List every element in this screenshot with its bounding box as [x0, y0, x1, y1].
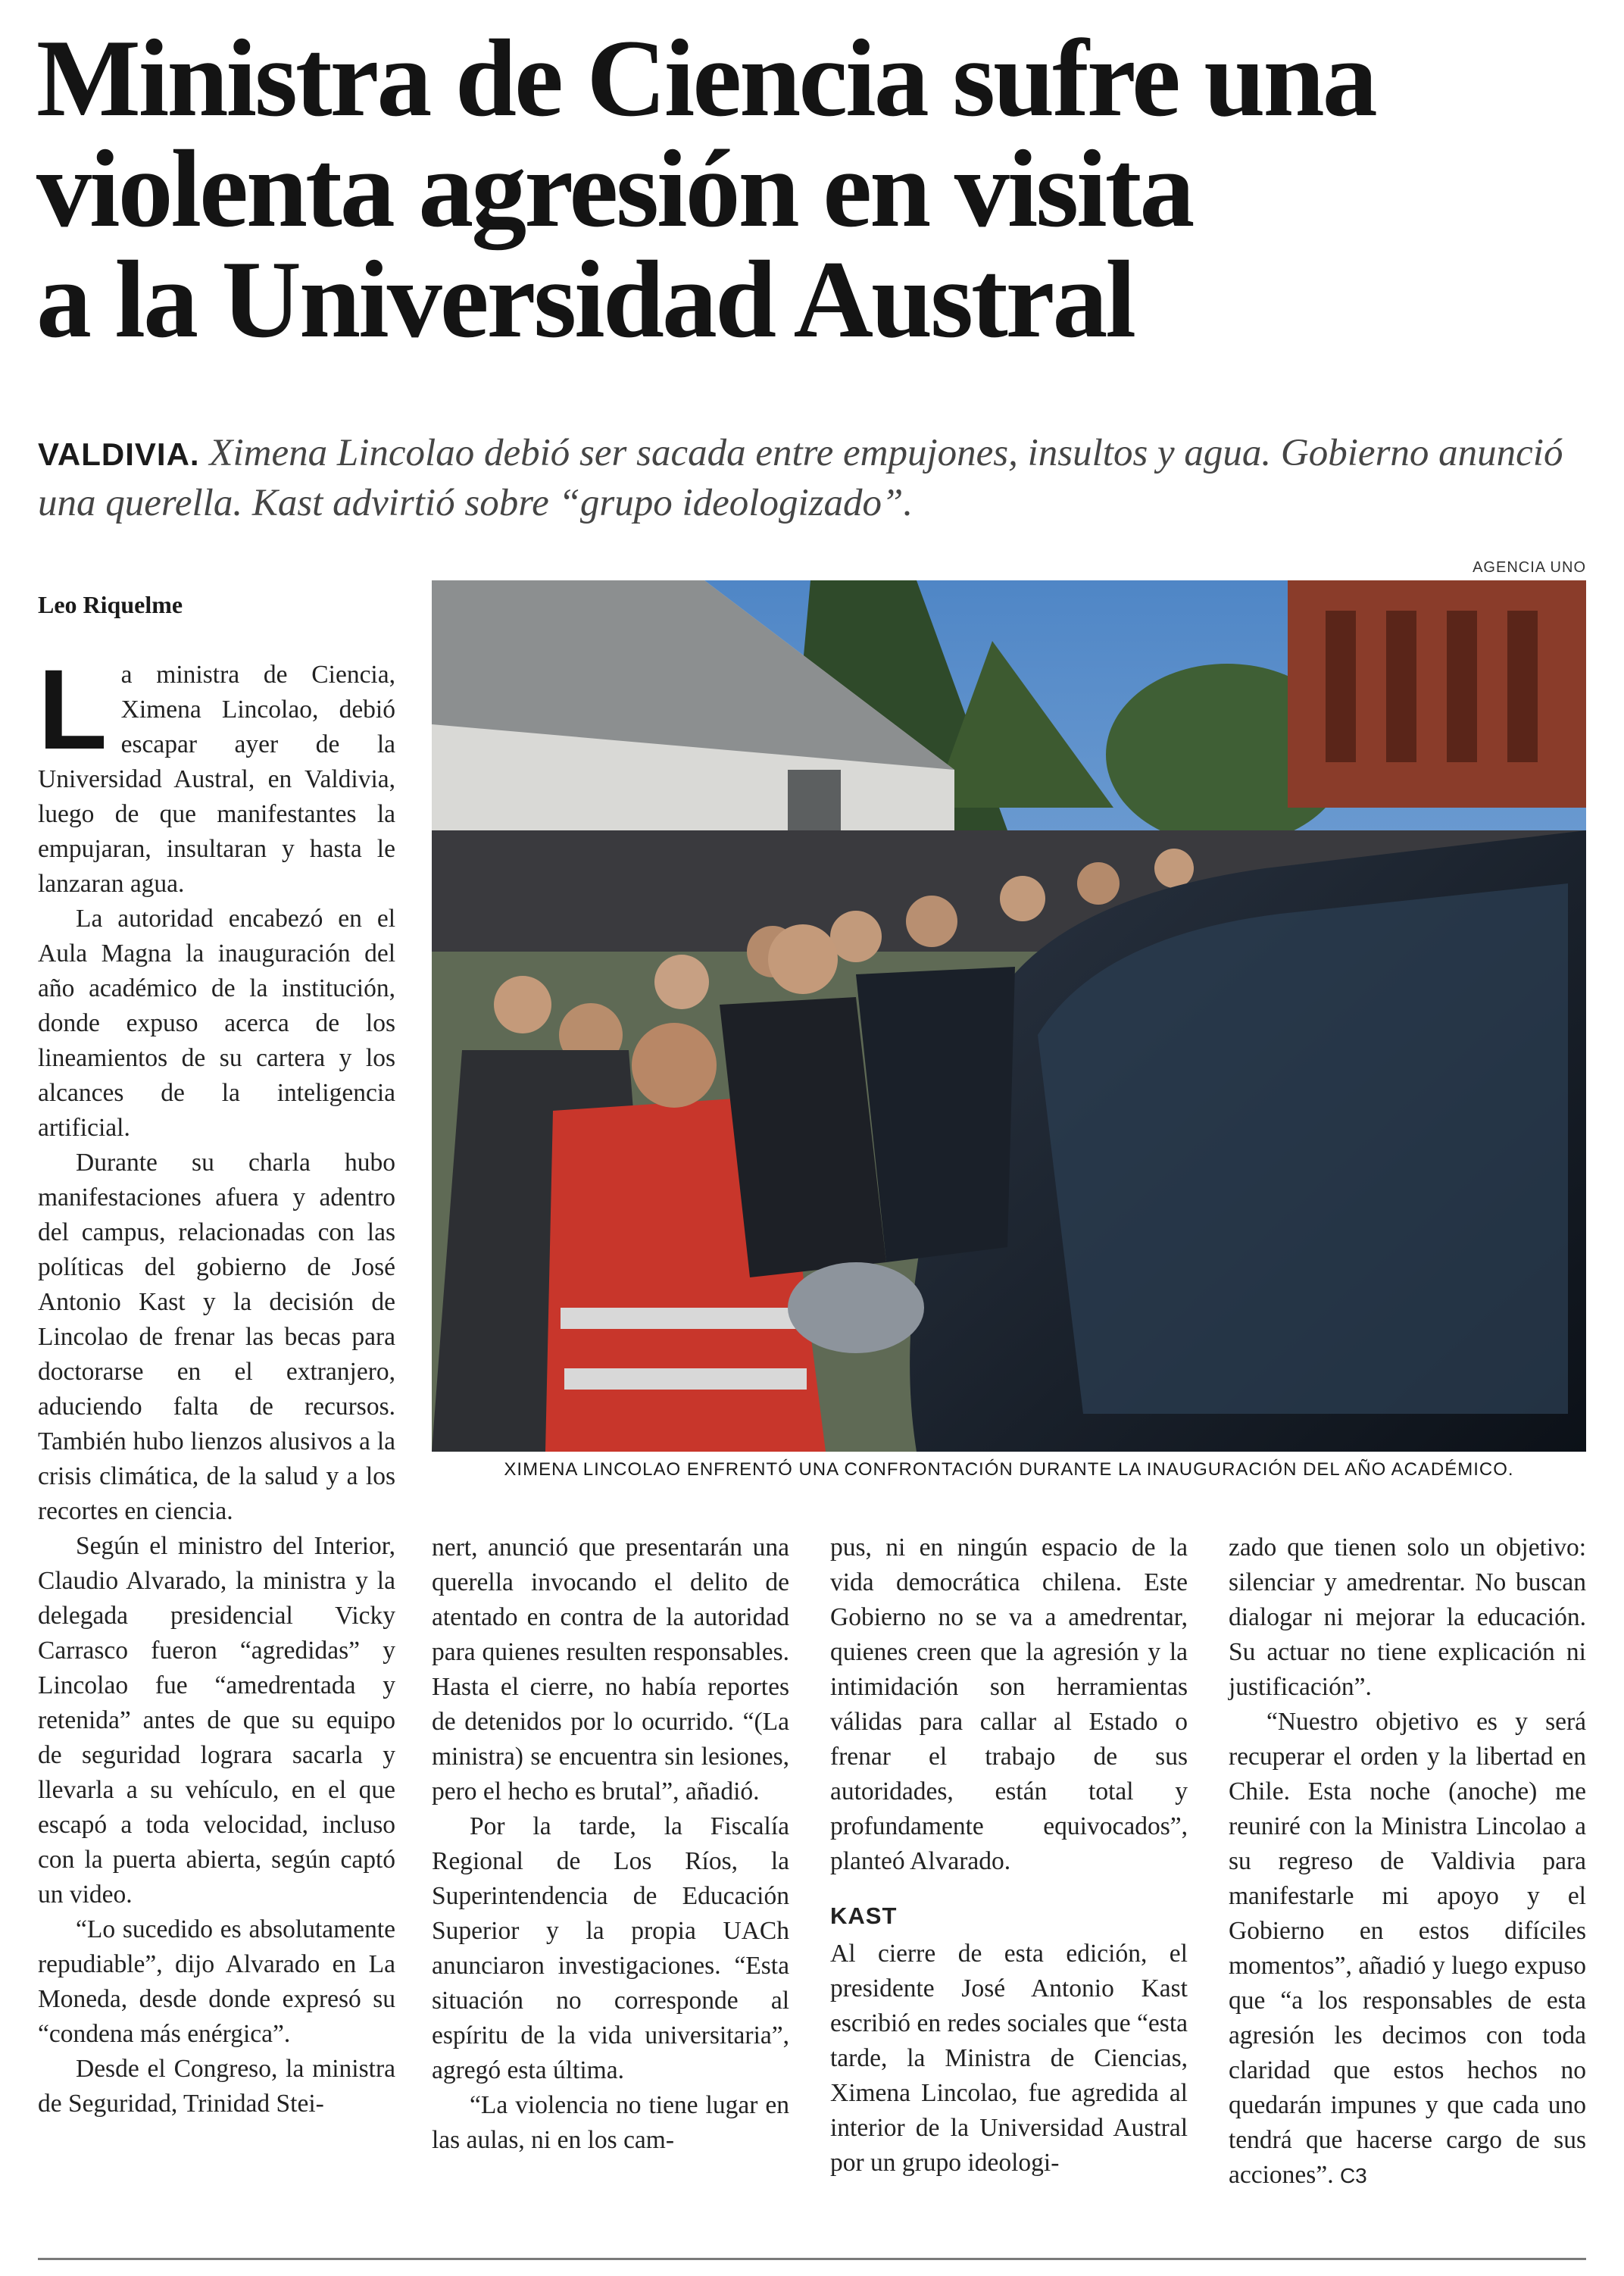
drop-cap: L	[38, 646, 108, 773]
photo-illustration	[432, 580, 1586, 1452]
photo-credit: AGENCIA UNO	[1473, 559, 1586, 576]
headline-line-2: violenta agresión en visita	[36, 127, 1193, 250]
section-subhead: KAST	[830, 1902, 898, 1929]
paragraph: Desde el Congreso, la ministra de Seguridad, Trinidad Stei-	[38, 2055, 395, 2118]
paragraph-text: “Nuestro objetivo es y será recuperar el orden y la libertad en Chile. Esta noche (anoche) me reuniré con la Ministra Lincolao a su regreso de Valdivia para manifestarle mi apoyo y el Gobierno en estos difíciles momentos”, añadió y luego expuso que “a los responsables de esta agresión les decimos con toda claridad que estos hechos no quedarán impunes y que cada uno tendrá que hacerse cargo de sus acciones”.	[1229, 1708, 1586, 2189]
article-column-1	[38, 646, 395, 2121]
paragraph: zado que tienen solo un objetivo: silenciar y amedrentar. No buscan dialogar ni mejorar la educación. Su actuar no tiene explicación ni justificación”.	[1229, 1533, 1586, 1701]
paragraph: Según el ministro del Interior, Claudio Alvarado, la ministra y la delegada presidencial Vicky Carrasco fueron “agredidas” y Lincolao fue “amedrentada y retenida” antes de que su equipo de seguridad lograra sacarla y llevarla a su vehículo, en el que escapó a toda velocidad, incluso con la puerta abierta, según captó un video.	[38, 1532, 395, 1909]
article-column-4	[1229, 1530, 1586, 2193]
paragraph: Por la tarde, la Fiscalía Regional de Los Ríos, la Superintendencia de Educación Superior y la propia UACh anunciaron investigaciones. “Esta situación no corresponde al espíritu de la vida universitaria”, agregó esta última.	[432, 1812, 789, 2084]
paragraph: “Lo sucedido es absolutamente repudiable”, dijo Alvarado en La Moneda, desde donde expresó su “condena más enérgica”.	[38, 1915, 395, 2048]
subheadline-text: Ximena Lincolao debió ser sacada entre empujones, insultos y agua. Gobierno anunció una querella. Kast advirtió sobre “grupo ideologizado”.	[38, 432, 1563, 524]
paragraph: nert, anunció que presentarán una querella invocando el delito de atentado en contra de la autoridad para quienes resulten responsables. Hasta el cierre, no había reportes de detenidos por lo ocurrido. “(La ministra) se encuentra sin lesiones, pero el hecho es brutal”, añadió.	[432, 1533, 789, 1805]
paragraph: Al cierre de esta edición, el presidente José Antonio Kast escribió en redes sociales que “esta tarde, la Ministra de Ciencias, Ximena Lincolao, fue agredida al interior de la Universidad Austral por un grupo ideologi-	[830, 1940, 1188, 2177]
headline	[36, 17, 1597, 361]
news-photo	[432, 580, 1586, 1452]
paragraph	[1229, 1705, 1586, 2193]
paragraph: Durante su charla hubo manifestaciones afuera y adentro del campus, relacionadas con las políticas del gobierno de José Antonio Kast y la decisión de Lincolao de frenar las becas para doctorarse en el extranjero, aduciendo falta de recursos. También hubo lienzos alusivos a la crisis climática, de la salud y a los recortes en ciencia.	[38, 1149, 395, 1525]
dateline-place: VALDIVIA.	[38, 436, 200, 472]
subheadline	[38, 429, 1598, 527]
paragraph: “La violencia no tiene lugar en las aulas, ni en los cam-	[432, 2091, 789, 2154]
article-column-3	[830, 1530, 1188, 2181]
headline-line-1: Ministra de Ciencia sufre una	[36, 17, 1376, 139]
paragraph-text: a ministra de Ciencia, Ximena Lincolao, debió escapar ayer de la Universidad Austral, en Valdivia, luego de que manifestantes la empujaran, insultaran y hasta le lanzaran agua.	[38, 661, 395, 898]
end-mark: C3	[1339, 2164, 1367, 2187]
paragraph	[38, 646, 395, 902]
paragraph: La autoridad encabezó en el Aula Magna la inauguración del año académico de la institución, donde expuso acerca de los lineamientos de su cartera y los alcances de la inteligencia artificial.	[38, 905, 395, 1142]
bottom-rule	[38, 2258, 1586, 2260]
byline: Leo Riquelme	[38, 591, 183, 618]
article-column-2	[432, 1530, 789, 2158]
photo-caption: XIMENA LINCOLAO ENFRENTÓ UNA CONFRONTACIÓN DURANTE LA INAUGURACIÓN DEL AÑO ACADÉMICO.	[504, 1459, 1514, 1480]
paragraph: pus, ni en ningún espacio de la vida democrática chilena. Este Gobierno no se va a amedrentar, quienes creen que la agresión y la intimidación son herramientas válidas para callar al Estado o frenar el trabajo de sus autoridades, están total y profundamente equivocados”, planteó Alvarado.	[830, 1533, 1188, 1875]
headline-line-3: a la Universidad Austral	[36, 238, 1135, 361]
